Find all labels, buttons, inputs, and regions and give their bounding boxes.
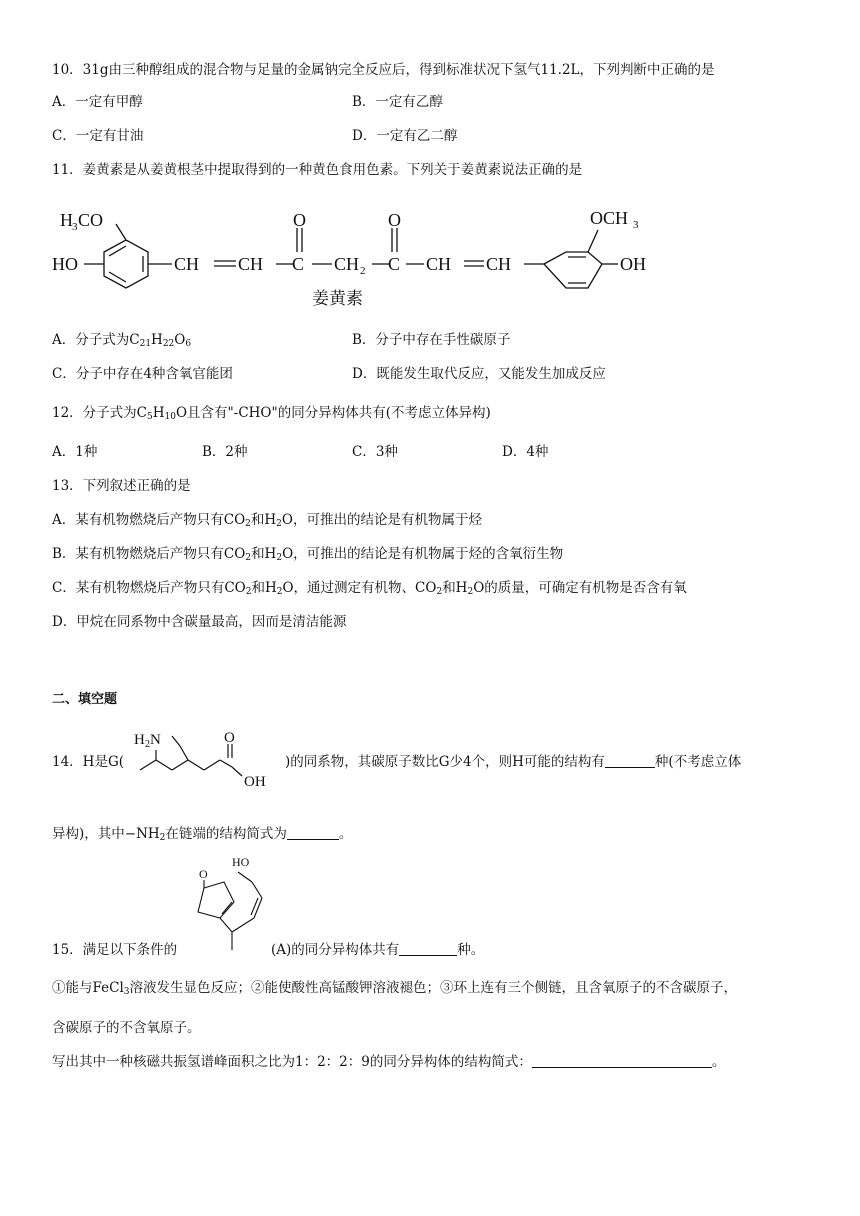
q11-option-b: B．分子中存在手性碳原子	[352, 332, 511, 348]
q11-option-d: D．既能发生取代反应，又能发生加成反应	[352, 366, 606, 382]
svg-text:CH: CH	[486, 254, 512, 274]
q12-option-c: C．3种	[352, 444, 398, 460]
curcumin-label: 姜黄素	[312, 289, 363, 308]
svg-text:O: O	[293, 210, 306, 230]
q10-stem: 10．31g由三种醇组成的混合物与足量的金属钠完全反应后，得到标准状况下氢气11.2L，下列判断中正确的是	[52, 62, 715, 78]
q15-post: (A)的同分异构体共有 种。	[271, 942, 485, 958]
q13-option-d: D．甲烷在同系物中含碳量最高，因而是清洁能源	[52, 614, 347, 630]
svg-text:H: H	[134, 732, 145, 748]
q14-blank-structure[interactable]	[287, 825, 339, 840]
section-title-fill-blank: 二、填空题	[52, 692, 118, 707]
svg-text:OCH: OCH	[590, 208, 629, 228]
svg-text:2: 2	[145, 739, 150, 750]
q12-option-b: B．2种	[202, 444, 248, 460]
q12-option-d: D．4种	[502, 444, 549, 460]
q14-line2: 异构)，其中$-NH_2$在链端的结构简式为 。	[52, 826, 353, 843]
svg-text:CH: CH	[426, 254, 452, 274]
q15-blank-count[interactable]	[399, 941, 457, 956]
svg-text:OH: OH	[620, 254, 646, 274]
q10-option-a: A．一定有甲醇	[52, 94, 143, 110]
q11-option-c: C．分子中存在4种含氧官能团	[52, 366, 233, 382]
q13-option-b: B．某有机物燃烧后产物只有$CO_2$和$H_2O$，可推出的结论是有机物属于烃的含氧衍生物	[52, 546, 564, 563]
q13-option-a: A．某有机物燃烧后产物只有$CO_2$和$H_2O$，可推出的结论是有机物属于烃	[52, 512, 482, 529]
q14-blank-count[interactable]	[605, 753, 655, 768]
compound-g-structure	[128, 726, 286, 794]
svg-text:C: C	[292, 254, 305, 274]
svg-text:OH: OH	[244, 774, 266, 790]
q15-pre: 15．满足以下条件的	[52, 942, 178, 958]
compound-a-structure	[180, 852, 272, 962]
curcumin-structure	[50, 200, 660, 310]
svg-text:3: 3	[72, 221, 78, 233]
q12-option-a: A．1种	[52, 444, 98, 460]
q14-pre: 14．H是G(	[52, 754, 125, 770]
q15-conditions-line2: 含碳原子的不含氧原子。	[52, 1020, 201, 1036]
q10-option-b: B．一定有乙醇	[352, 94, 443, 110]
svg-text:N: N	[150, 732, 161, 748]
svg-text:O: O	[388, 210, 401, 230]
q13-option-c: C．某有机物燃烧后产物只有$CO_2$和$H_2O$，通过测定有机物、$CO_2$和$H_2O$的质量，可确定有机物是否含有氧	[52, 580, 687, 597]
svg-text:CH: CH	[174, 254, 200, 274]
q15-ask: 写出其中一种核磁共振氢谱峰面积之比为1：2：2：9的同分异构体的结构简式： 。	[52, 1054, 726, 1070]
q15-blank-structure[interactable]	[532, 1053, 712, 1068]
q11-option-a: A．分子式为$C_{21}H_{22}O_6$	[52, 332, 192, 349]
q13-stem: 13．下列叙述正确的是	[52, 478, 191, 494]
q14-post: )的同系物，其碳原子数比G少4个，则H可能的结构有 种(不考虑立体	[285, 754, 742, 770]
svg-text:O: O	[224, 730, 235, 746]
svg-text:O: O	[199, 867, 208, 881]
svg-text:HO: HO	[232, 855, 250, 869]
svg-text:C: C	[388, 254, 401, 274]
q10-option-d: D．一定有乙二醇	[352, 128, 458, 144]
svg-text:3: 3	[633, 219, 639, 231]
svg-text:HO: HO	[52, 254, 78, 274]
svg-text:H: H	[60, 210, 73, 230]
q12-stem: 12．分子式为$C_5H_{10}O$且含有"-CHO"的同分异构体共有(不考虑立体异构)	[52, 405, 491, 422]
q11-stem: 11．姜黄素是从姜黄根茎中提取得到的一种黄色食用色素。下列关于姜黄素说法正确的是	[52, 162, 583, 178]
svg-text:CO: CO	[78, 210, 104, 230]
svg-text:2: 2	[360, 265, 366, 277]
svg-text:CH: CH	[238, 254, 264, 274]
q10-option-c: C．一定有甘油	[52, 128, 144, 144]
svg-text:CH: CH	[334, 254, 360, 274]
q15-conditions: ①能与FeCl$_3$溶液发生显色反应；②能使酸性高锰酸钾溶液褪色；③环上连有三个侧链，且含氧原子的不含碳原子，	[52, 980, 737, 997]
